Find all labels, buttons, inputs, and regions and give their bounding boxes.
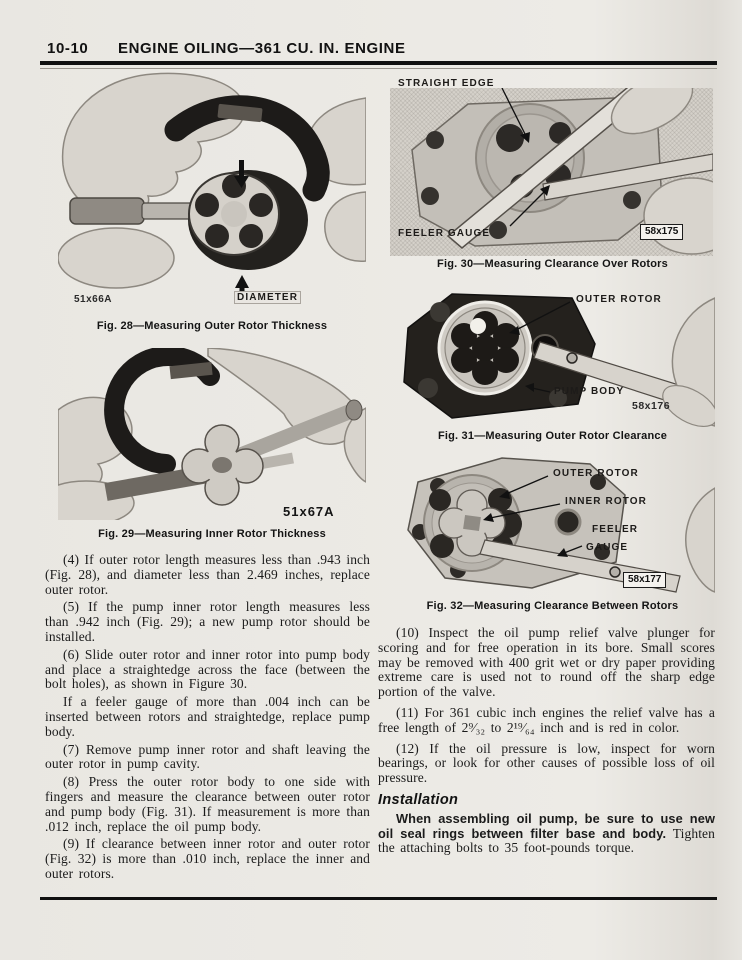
figure-29-photo <box>58 348 366 520</box>
fig28-illustration-micrometer-outer-rotor <box>58 70 366 310</box>
fig29-photo-id: 51x67A <box>283 504 335 519</box>
fig30-photo-id: 58x175 <box>640 224 683 240</box>
figure-31-photo <box>390 286 715 428</box>
left-column-text <box>45 553 370 885</box>
paragraph-step-6: (6) Slide outer rotor and inner rotor into pump body and place a straightedge across the face (between the bolt holes), as shown in Figure 30. <box>45 646 370 692</box>
fig32-outer-rotor-label: OUTER ROTOR <box>553 468 639 479</box>
paragraph-step-4: (4) If outer rotor length measures less than .943 inch (Fig. 28), and diameter less than 2.469 inches, replace outer rotor. <box>45 552 370 597</box>
fig32-feeler-gauge-label-line2: GAUGE <box>586 542 629 553</box>
paragraph-step-6-continued: If a feeler gauge of more than .004 inch can be inserted between rotors and straightedge, replace pump body. <box>45 694 370 739</box>
fig31-pump-body-label: PUMP BODY <box>554 386 625 397</box>
paragraph-step-5: (5) If the pump inner rotor length measures less than .942 inch (Fig. 29); a new pump rotor should be installed. <box>45 599 370 644</box>
fig28-diameter-label: DIAMETER <box>234 291 301 304</box>
fig29-illustration-micrometer-inner-rotor <box>58 348 366 520</box>
paragraph-step-9: (9) If clearance between inner rotor and outer rotor (Fig. 32) is more than .010 inch, replace the inner and outer rotors. <box>45 836 370 881</box>
fig30-straight-edge-label: STRAIGHT EDGE <box>398 78 495 89</box>
paragraph-step-7: (7) Remove pump inner rotor and shaft leaving the outer rotor in pump cavity. <box>45 741 370 772</box>
fig30-caption: Fig. 30—Measuring Clearance Over Rotors <box>437 258 668 270</box>
fig31-photo-id: 58x176 <box>632 400 671 412</box>
figure-32-photo <box>390 450 715 595</box>
fig31-caption: Fig. 31—Measuring Outer Rotor Clearance <box>437 430 668 442</box>
fig32-feeler-gauge-label-line1: FEELER <box>592 524 639 535</box>
installation-paragraph-bold: When assembling oil pump, be sure to use new oil seal rings between filter base and body. <box>378 810 715 841</box>
right-column-text <box>378 626 715 859</box>
page-title: ENGINE OILING—361 CU. IN. ENGINE <box>118 40 406 57</box>
fig28-photo-id: 51x66A <box>74 294 113 305</box>
fig29-caption: Fig. 29—Measuring Inner Rotor Thickness <box>98 528 326 540</box>
footer-rule <box>40 897 717 900</box>
figure-28-photo <box>58 70 366 310</box>
fig32-inner-rotor-label: INNER ROTOR <box>565 496 647 507</box>
header-rule-shadow <box>40 68 717 69</box>
fig30-feeler-gauge-label: FEELER GAUGE <box>398 228 491 239</box>
header-rule <box>40 61 717 65</box>
fig28-caption: Fig. 28—Measuring Outer Rotor Thickness <box>96 320 328 332</box>
paragraph-step-11: (11) For 361 cubic inch engines the relief valve has a free length of 2⁹⁄₃₂ to 2¹⁹⁄₆₄ inch and is red in color. <box>378 704 715 735</box>
fig32-photo-id: 58x177 <box>623 572 666 588</box>
installation-heading: Installation <box>378 791 459 808</box>
fig32-caption: Fig. 32—Measuring Clearance Between Rotors <box>426 600 679 612</box>
page-number: 10-10 <box>47 40 89 57</box>
paragraph-step-8: (8) Press the outer rotor body to one side with fingers and measure the clearance between outer rotor and pump body (Fig. 31). If measurement is more than .012 inch, replace the oil pump body. <box>45 774 370 834</box>
paragraph-step-12: (12) If the oil pressure is low, inspect for worn bearings, or look for other causes of possible loss of oil pressure. <box>378 740 715 786</box>
paragraph-step-10: (10) Inspect the oil pump relief valve plunger for scoring and for free operation in its bore. Small scores may be removed with 400 grit wet or dry paper providing extreme care is used not to round off the sharp edge portion of the valve. <box>378 625 715 700</box>
installation-paragraph-rest: Tighten the attaching bolts to 35 foot-pounds torque. <box>378 825 715 856</box>
installation-paragraph <box>378 812 715 856</box>
figure-30-photo <box>390 78 715 256</box>
fig31-outer-rotor-label: OUTER ROTOR <box>576 294 662 305</box>
